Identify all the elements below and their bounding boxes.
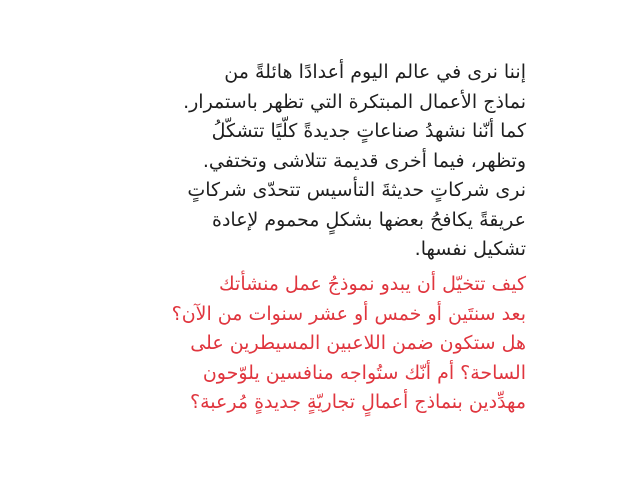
intro-line-2: نماذج الأعمال المبتكرة التي تظهر باستمرار. bbox=[183, 90, 526, 113]
intro-line-7: تشكيل نفسها. bbox=[414, 238, 526, 260]
intro-line-6: عريقةً يكافحُ بعضها بشكلٍ محموم لإعادة bbox=[211, 208, 526, 231]
intro-line-3: كما أنّنا نشهدُ صناعاتٍ جديدةً كلّيًا تتشكّلُ bbox=[211, 120, 526, 142]
intro-line-5: نرى شركاتٍ حديثةَ التأسيس تتحدّى شركاتٍ bbox=[187, 179, 526, 201]
question-line-2: بعد سنتَين أو خمس أو عشر سنوات من الآن؟ bbox=[171, 302, 526, 325]
question-line-3: هل ستكون ضمن اللاعبين المسيطرين على bbox=[190, 332, 526, 354]
intro-line-1: إننا نرى في عالم اليوم أعدادًا هائلةً من bbox=[224, 61, 526, 83]
question-line-4: الساحة؟ أم أنّك ستُواجه منافسين يلوّحون bbox=[202, 361, 526, 384]
question-line-1: كيف تتخيّل أن يبدو نموذجُ عمل منشأتك bbox=[219, 273, 526, 295]
question-line-5: مهدِّدين بنماذج أعمالٍ تجاريّةٍ جديدةٍ مُرعبة؟ bbox=[190, 391, 526, 413]
intro-paragraph bbox=[106, 58, 526, 265]
intro-line-4: وتظهر، فيما أخرى قديمة تتلاشى وتختفي. bbox=[202, 149, 526, 172]
question-paragraph bbox=[106, 270, 526, 418]
